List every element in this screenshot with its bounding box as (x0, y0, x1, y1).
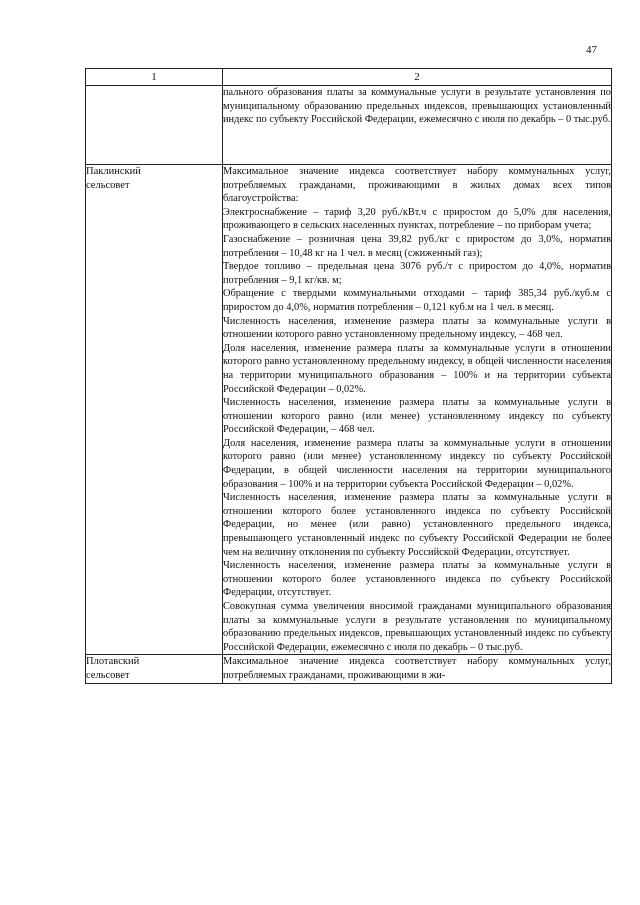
municipality-cell (86, 655, 223, 683)
description-paragraph: Максимальное значение индекса соответствует набору коммунальных услуг, потребляемых гражданами, проживающими в жи- (223, 656, 611, 681)
description-paragraph: Доля населения, изменение размера платы за коммунальные услуги в отношении которого равно установленному предельному индексу, в общей численности населения на территории муниципального образования – 100% и на территории субъекта Российской Федерации – 0,02%. (223, 342, 611, 395)
municipality-name-line: сельсовет (86, 669, 130, 681)
description-paragraph: Обращение с твердыми коммунальными отходами – тариф 385,34 руб./куб.м с приростом до 4,0%, норматив потребления – 0,121 куб.м на 1 чел. в месяц. (223, 288, 611, 313)
municipality-name-line: сельсовет (86, 179, 130, 191)
description-paragraph: Доля населения, изменение размера платы за коммунальные услуги в отношении которого равно (или менее) установленному индексу по субъекту Российской Федерации, в общей численности населения на территории муниципального образования – 100% и на территории субъекта Российской Федерации – 0,02%. (223, 437, 611, 490)
table-row (86, 655, 612, 683)
municipality-name-line: Паклинский (86, 166, 141, 177)
description-paragraph: Численность населения, изменение размера платы за коммунальные услуги в отношении которого более установленного индекса по субъекту Российской Федерации, но менее (или равно) установленного предельного индекса, превышающего установленный индекс по субъекту Российской Федерации не более чем на величину отклонения по субъекту Российской Федерации, отсутствует. (223, 492, 611, 558)
description-paragraph: Электроснабжение – тариф 3,20 руб./кВт.ч с приростом до 5,0% для населения, проживающего в сельских населенных пунктах, потребление – по приборам учета; (223, 206, 611, 232)
municipality-name-line: Плотавский (86, 656, 140, 668)
table-row (86, 165, 612, 655)
page-number: 47 (586, 44, 597, 56)
description-paragraph: Численность населения, изменение размера платы за коммунальные услуги в отношении которого равно (или менее) установленному индексу по субъекту Российской Федерации, – 468 чел. (223, 397, 611, 436)
description-cell (223, 165, 612, 655)
column-header-1: 1 (86, 69, 223, 86)
description-paragraph: Твердое топливо – предельная цена 3076 руб./т с приростом до 4,0%, норматив потребления – 9,1 кг/кв. м; (223, 261, 611, 286)
description-paragraph: Совокупная сумма увеличения вносимой гражданами муниципального образования платы за коммунальные услуги в результате установления по муниципальному образованию предельных индексов, превышающих установленный индекс по субъекту Российской Федерации, ежемесячно с июля по декабрь – 0 тыс.руб. (223, 601, 611, 653)
description-cell (223, 655, 612, 683)
table-header-row (86, 69, 612, 86)
description-paragraph: Численность населения, изменение размера платы за коммунальные услуги в отношении которого равно установленному предельному индексу, – 468 чел. (223, 315, 611, 341)
municipality-cell (86, 86, 223, 165)
column-header-2: 2 (223, 69, 612, 86)
description-paragraph: Численность населения, изменение размера платы за коммунальные услуги в отношении которого более установленного индекса по субъекту Российской Федерации, отсутствует. (223, 560, 611, 599)
table-row (86, 86, 612, 165)
municipality-cell (86, 165, 223, 655)
description-paragraph: пального образования платы за коммунальные услуги в результате установления по муниципальному образованию предельных индексов, превышающих установленный индекс по субъекту Российской Федерации, ежемесячно с июля по декабрь – 0 тыс.руб. (223, 87, 611, 126)
description-cell (223, 86, 612, 165)
municipal-table (85, 68, 612, 684)
description-paragraph: Максимальное значение индекса соответствует набору коммунальных услуг, потребляемых гражданами, проживающими в жилых домах всех типов благоустройства: (223, 166, 611, 205)
description-paragraph: Газоснабжение – розничная цена 39,82 руб./кг с приростом до 3,0%, норматив потребления – 10,48 кг на 1 чел. в месяц (сжиженный газ); (223, 233, 611, 259)
